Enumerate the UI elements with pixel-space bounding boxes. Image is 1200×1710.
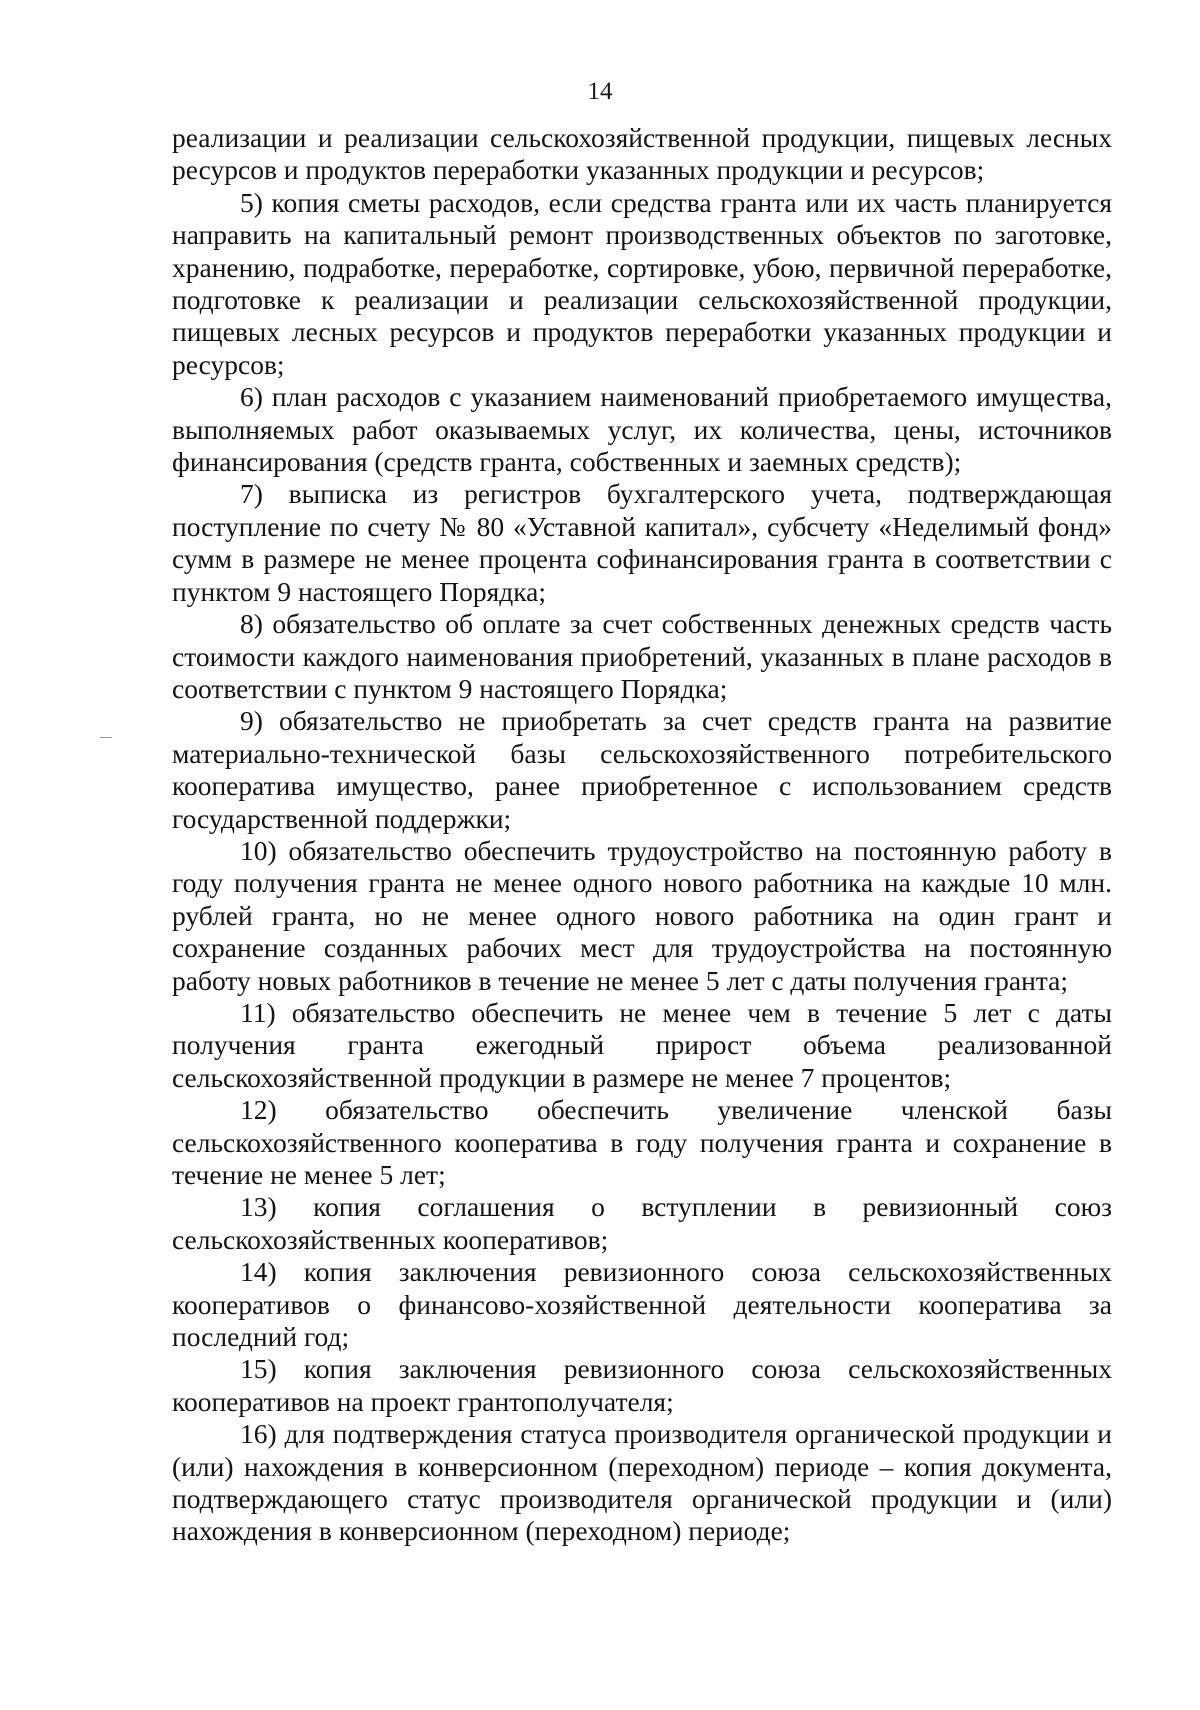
page-number: 14	[587, 78, 613, 105]
paragraph-item-8: 8) обязательство об оплате за счет собственных денежных средств часть стоимости каждого наименования приобретений, указанных в плане расходов в соответствии с пунктом 9 настоящего Порядка;	[172, 608, 1112, 704]
paragraph-continuation: реализации и реализации сельскохозяйственной продукции, пищевых лесных ресурсов и продуктов переработки указанных продукции и ресурсов;	[172, 122, 1112, 186]
paragraph-item-9: 9) обязательство не приобретать за счет средств гранта на развитие материально-технической базы сельскохозяйственного потребительского кооператива имущество, ранее приобретенное с использованием средств государственной поддержки;	[172, 705, 1112, 834]
paragraph-item-15: 15) копия заключения ревизионного союза сельскохозяйственных кооперативов на проект грантополучателя;	[172, 1353, 1112, 1417]
paragraph-item-7: 7) выписка из регистров бухгалтерского учета, подтверждающая поступление по счету № 80 «Уставной капитал», субсчету «Неделимый фонд» сумм в размере не менее процента софинансирования гранта в соответствии с пунктом 9 настоящего Порядка;	[172, 478, 1112, 607]
margin-mark	[100, 737, 112, 738]
paragraph-item-12: 12) обязательство обеспечить увеличение членской базы сельскохозяйственного кооператива в году получения гранта и сохранение в течение не менее 5 лет;	[172, 1094, 1112, 1190]
paragraph-item-5: 5) копия сметы расходов, если средства гранта или их часть планируется направить на капитальный ремонт производственных объектов по заготовке, хранению, подработке, переработке, сортировке, убою, первичной переработке, подготовке к реализации и реализации сельскохозяйственной продукции, пищевых лесных ресурсов и продуктов переработки указанных продукции и ресурсов;	[172, 186, 1112, 380]
paragraph-item-13: 13) копия соглашения о вступлении в ревизионный союз сельскохозяйственных кооперативов;	[172, 1191, 1112, 1255]
paragraph-item-16: 16) для подтверждения статуса производителя органической продукции и (или) нахождения в конверсионном (переходном) периоде – копия документа, подтверждающего статус производителя органической продукции и (или) нахождения в конверсионном (переходном) периоде;	[172, 1418, 1112, 1547]
document-body	[172, 122, 1112, 1548]
paragraph-item-10: 10) обязательство обеспечить трудоустройство на постоянную работу в году получения гранта не менее одного нового работника на каждые 10 млн. рублей гранта, но не менее одного нового работника на один грант и сохранение созданных рабочих мест для трудоустройства на постоянную работу новых работников в течение не менее 5 лет с даты получения гранта;	[172, 834, 1112, 996]
paragraph-item-14: 14) копия заключения ревизионного союза сельскохозяйственных кооперативов о финансово-хозяйственной деятельности кооператива за последний год;	[172, 1256, 1112, 1353]
paragraph-item-6: 6) план расходов с указанием наименований приобретаемого имущества, выполняемых работ оказываемых услуг, их количества, цены, источников финансирования (средств гранта, собственных и заемных средств);	[172, 381, 1112, 478]
paragraph-item-11: 11) обязательство обеспечить не менее чем в течение 5 лет с даты получения гранта ежегодный прирост объема реализованной сельскохозяйственной продукции в размере не менее 7 процентов;	[172, 996, 1112, 1093]
